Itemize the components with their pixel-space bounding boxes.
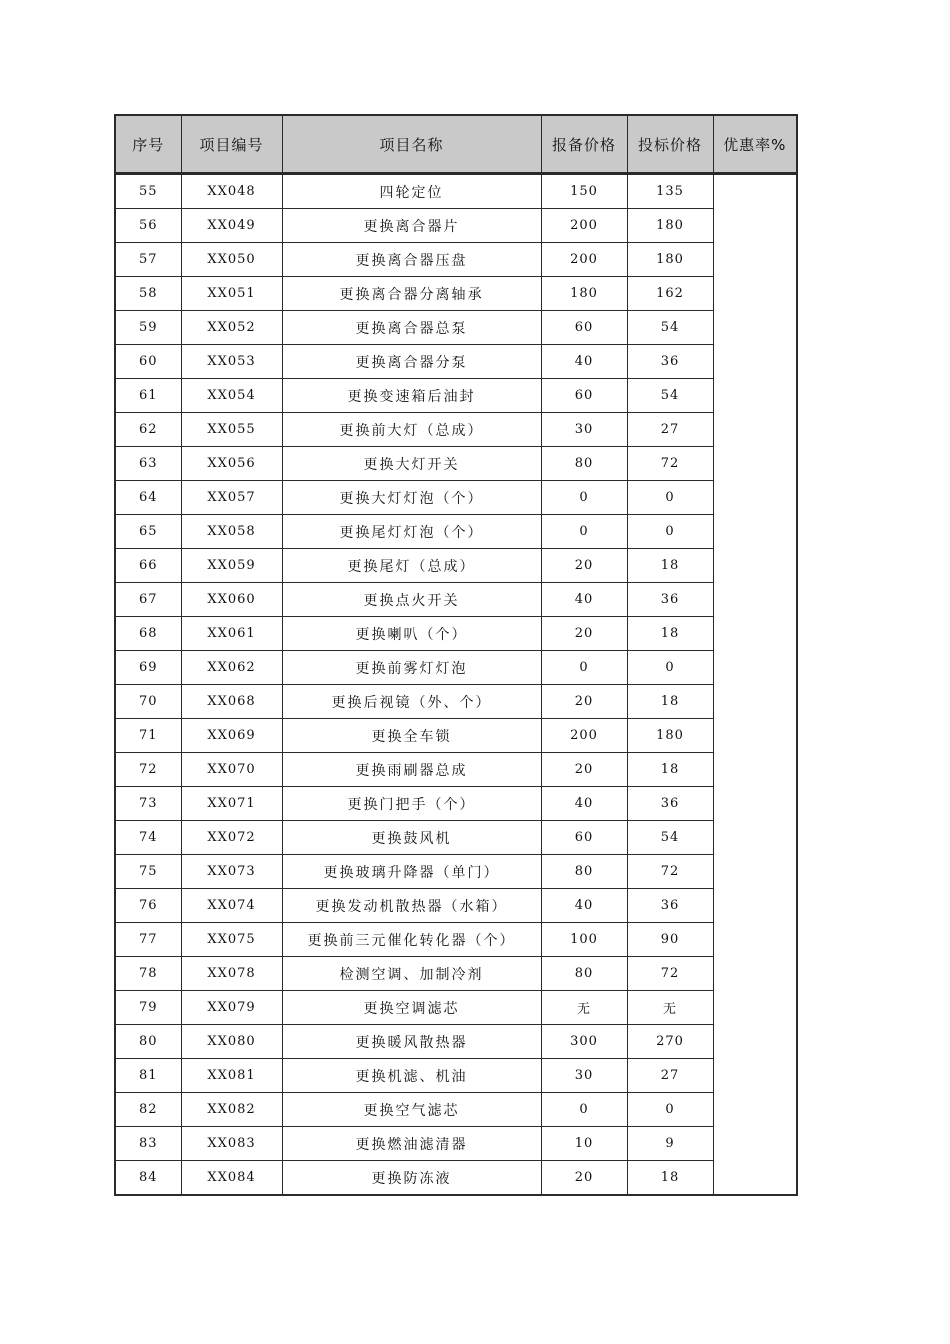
table-row [115,447,797,481]
bid-price-cell: 36 [627,889,713,923]
item-name-cell: 更换燃油滤清器 [282,1127,541,1161]
bid-price-cell: 0 [627,515,713,549]
quote-price-cell: 20 [541,753,627,787]
row-number-cell: 76 [115,889,181,923]
header-discount-rate: 优惠率% [713,115,797,174]
quote-price-cell: 30 [541,1059,627,1093]
bid-price-cell: 0 [627,651,713,685]
quote-price-cell: 200 [541,209,627,243]
row-number-cell: 55 [115,174,181,209]
item-code-cell: XX049 [181,209,282,243]
item-code-cell: XX083 [181,1127,282,1161]
item-name-cell: 更换尾灯（总成） [282,549,541,583]
item-code-cell: XX072 [181,821,282,855]
bid-price-cell: 9 [627,1127,713,1161]
row-number-cell: 68 [115,617,181,651]
table-row [115,1025,797,1059]
item-code-cell: XX061 [181,617,282,651]
row-number-cell: 57 [115,243,181,277]
item-name-cell: 更换玻璃升降器（单门） [282,855,541,889]
item-code-cell: XX051 [181,277,282,311]
header-name: 项目名称 [282,115,541,174]
bid-price-cell: 36 [627,583,713,617]
discount-rate-cell [713,174,797,1196]
quote-price-cell: 20 [541,685,627,719]
row-number-cell: 77 [115,923,181,957]
item-name-cell: 更换离合器分泵 [282,345,541,379]
bid-price-cell: 72 [627,447,713,481]
bid-price-cell: 27 [627,1059,713,1093]
quote-price-cell: 30 [541,413,627,447]
row-number-cell: 69 [115,651,181,685]
quote-price-cell: 40 [541,583,627,617]
bid-price-cell: 162 [627,277,713,311]
row-number-cell: 71 [115,719,181,753]
quote-price-cell: 0 [541,651,627,685]
bid-price-cell: 18 [627,753,713,787]
table-row [115,515,797,549]
item-code-cell: XX084 [181,1161,282,1196]
table-row [115,991,797,1025]
quote-price-cell: 300 [541,1025,627,1059]
item-name-cell: 更换离合器片 [282,209,541,243]
item-name-cell: 更换大灯开关 [282,447,541,481]
quote-price-cell: 40 [541,889,627,923]
table-row [115,1059,797,1093]
quote-price-cell: 60 [541,311,627,345]
item-name-cell: 更换点火开关 [282,583,541,617]
item-name-cell: 更换离合器分离轴承 [282,277,541,311]
row-number-cell: 81 [115,1059,181,1093]
table-row [115,855,797,889]
item-name-cell: 更换前大灯（总成） [282,413,541,447]
table-row [115,174,797,209]
header-row [115,115,797,174]
quote-price-cell: 0 [541,1093,627,1127]
table-row [115,549,797,583]
header-bid-price: 投标价格 [627,115,713,174]
item-name-cell: 更换空调滤芯 [282,991,541,1025]
table-row [115,311,797,345]
item-code-cell: XX082 [181,1093,282,1127]
quote-price-cell: 150 [541,174,627,209]
item-name-cell: 更换发动机散热器（水箱） [282,889,541,923]
table-row [115,345,797,379]
row-number-cell: 74 [115,821,181,855]
item-name-cell: 更换尾灯灯泡（个） [282,515,541,549]
item-code-cell: XX081 [181,1059,282,1093]
table-row [115,277,797,311]
row-number-cell: 80 [115,1025,181,1059]
bid-price-cell: 180 [627,209,713,243]
item-code-cell: XX055 [181,413,282,447]
table-row [115,685,797,719]
bid-price-cell: 0 [627,1093,713,1127]
item-name-cell: 更换机滤、机油 [282,1059,541,1093]
table-row [115,1093,797,1127]
item-code-cell: XX059 [181,549,282,583]
row-number-cell: 75 [115,855,181,889]
table-row [115,243,797,277]
row-number-cell: 72 [115,753,181,787]
quote-price-cell: 20 [541,549,627,583]
header-quote-price: 报备价格 [541,115,627,174]
item-code-cell: XX071 [181,787,282,821]
row-number-cell: 58 [115,277,181,311]
bid-price-cell: 无 [627,991,713,1025]
row-number-cell: 67 [115,583,181,617]
quote-price-cell: 60 [541,821,627,855]
item-code-cell: XX053 [181,345,282,379]
item-code-cell: XX058 [181,515,282,549]
item-code-cell: XX048 [181,174,282,209]
item-code-cell: XX060 [181,583,282,617]
table-row [115,821,797,855]
bid-price-cell: 90 [627,923,713,957]
row-number-cell: 83 [115,1127,181,1161]
row-number-cell: 65 [115,515,181,549]
item-code-cell: XX080 [181,1025,282,1059]
table-row [115,1127,797,1161]
item-code-cell: XX057 [181,481,282,515]
item-name-cell: 检测空调、加制冷剂 [282,957,541,991]
table-row [115,957,797,991]
item-code-cell: XX062 [181,651,282,685]
row-number-cell: 64 [115,481,181,515]
quote-price-cell: 0 [541,481,627,515]
quote-price-cell: 80 [541,447,627,481]
table-row [115,583,797,617]
table-row [115,923,797,957]
quote-price-cell: 100 [541,923,627,957]
item-name-cell: 更换全车锁 [282,719,541,753]
row-number-cell: 84 [115,1161,181,1196]
row-number-cell: 62 [115,413,181,447]
table-row [115,379,797,413]
header-no: 序号 [115,115,181,174]
item-code-cell: XX079 [181,991,282,1025]
bid-price-cell: 36 [627,787,713,821]
item-name-cell: 更换离合器总泵 [282,311,541,345]
bid-price-cell: 54 [627,379,713,413]
table-row [115,787,797,821]
item-name-cell: 更换防冻液 [282,1161,541,1196]
row-number-cell: 60 [115,345,181,379]
bid-price-cell: 270 [627,1025,713,1059]
item-code-cell: XX069 [181,719,282,753]
item-code-cell: XX078 [181,957,282,991]
item-name-cell: 更换喇叭（个） [282,617,541,651]
item-name-cell: 更换鼓风机 [282,821,541,855]
row-number-cell: 59 [115,311,181,345]
table-body [115,174,797,1196]
table-row [115,209,797,243]
item-name-cell: 更换大灯灯泡（个） [282,481,541,515]
item-code-cell: XX074 [181,889,282,923]
quote-price-cell: 40 [541,787,627,821]
item-code-cell: XX075 [181,923,282,957]
item-code-cell: XX050 [181,243,282,277]
table-row [115,481,797,515]
item-code-cell: XX054 [181,379,282,413]
quote-price-cell: 40 [541,345,627,379]
item-name-cell: 更换后视镜（外、个） [282,685,541,719]
row-number-cell: 63 [115,447,181,481]
price-table [114,114,798,1196]
table-row [115,651,797,685]
row-number-cell: 78 [115,957,181,991]
bid-price-cell: 18 [627,617,713,651]
table-row [115,413,797,447]
bid-price-cell: 36 [627,345,713,379]
quote-price-cell: 20 [541,1161,627,1196]
row-number-cell: 61 [115,379,181,413]
item-name-cell: 更换暖风散热器 [282,1025,541,1059]
table-header [115,115,797,174]
item-name-cell: 更换雨刷器总成 [282,753,541,787]
item-name-cell: 更换离合器压盘 [282,243,541,277]
table-row [115,719,797,753]
quote-price-cell: 200 [541,719,627,753]
bid-price-cell: 18 [627,1161,713,1196]
quote-price-cell: 180 [541,277,627,311]
header-code: 项目编号 [181,115,282,174]
quote-price-cell: 80 [541,855,627,889]
bid-price-cell: 54 [627,821,713,855]
bid-price-cell: 18 [627,549,713,583]
bid-price-cell: 180 [627,243,713,277]
item-code-cell: XX052 [181,311,282,345]
row-number-cell: 56 [115,209,181,243]
item-name-cell: 更换门把手（个） [282,787,541,821]
bid-price-cell: 18 [627,685,713,719]
bid-price-cell: 54 [627,311,713,345]
bid-price-cell: 180 [627,719,713,753]
item-name-cell: 更换前三元催化转化器（个） [282,923,541,957]
item-name-cell: 更换前雾灯灯泡 [282,651,541,685]
bid-price-cell: 135 [627,174,713,209]
quote-price-cell: 60 [541,379,627,413]
table-row [115,1161,797,1196]
row-number-cell: 70 [115,685,181,719]
table-row [115,617,797,651]
quote-price-cell: 20 [541,617,627,651]
quote-price-cell: 10 [541,1127,627,1161]
row-number-cell: 82 [115,1093,181,1127]
quote-price-cell: 80 [541,957,627,991]
bid-price-cell: 27 [627,413,713,447]
item-code-cell: XX068 [181,685,282,719]
table-row [115,753,797,787]
bid-price-cell: 72 [627,855,713,889]
item-code-cell: XX073 [181,855,282,889]
item-code-cell: XX070 [181,753,282,787]
quote-price-cell: 200 [541,243,627,277]
row-number-cell: 73 [115,787,181,821]
item-name-cell: 更换空气滤芯 [282,1093,541,1127]
quote-price-cell: 无 [541,991,627,1025]
item-code-cell: XX056 [181,447,282,481]
table-row [115,889,797,923]
item-name-cell: 更换变速箱后油封 [282,379,541,413]
bid-price-cell: 72 [627,957,713,991]
quote-price-cell: 0 [541,515,627,549]
bid-price-cell: 0 [627,481,713,515]
item-name-cell: 四轮定位 [282,174,541,209]
row-number-cell: 79 [115,991,181,1025]
row-number-cell: 66 [115,549,181,583]
